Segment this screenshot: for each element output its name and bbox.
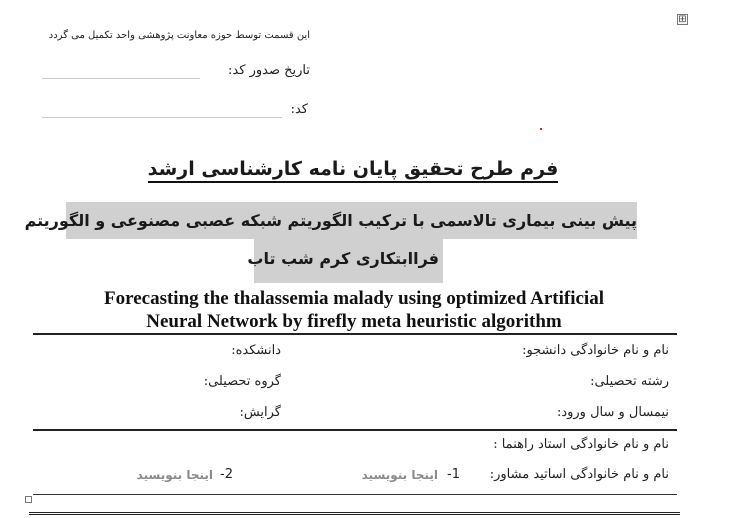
english-title-line2: Neural Network by firefly meta heuristic algorithm	[146, 311, 562, 332]
stray-mark	[540, 128, 542, 130]
admin-note: این قسمت توسط حوزه معاونت پژوهشی واحد تکمیل می گردد	[48, 30, 310, 41]
advisors-label: نام و نام خانوادگی اساتید مشاور:	[489, 467, 669, 482]
table-move-handle[interactable]: ⊞	[678, 14, 687, 25]
separator-middle	[33, 429, 677, 431]
orientation-label: گرایش:	[239, 405, 281, 420]
persian-title-line2: فراابتکاری کرم شب تاب	[254, 239, 443, 283]
advisor-1-number: 1-	[447, 467, 460, 482]
separator-top	[33, 333, 677, 335]
table-resize-handle[interactable]	[25, 496, 32, 503]
advisor-2-number: 2-	[220, 467, 233, 482]
form-title	[0, 158, 706, 180]
form-title-text: فرم طرح تحقیق پایان نامه کارشناسی ارشد	[148, 158, 559, 183]
persian-title-line1: پیش بینی بیماری تالاسمی با ترکیب الگوریتم شبکه عصبی مصنوعی و الگوریتم	[66, 202, 637, 239]
code-field[interactable]	[42, 117, 282, 118]
faculty-label: دانشکده:	[231, 343, 281, 358]
semester-label: نیمسال و سال ورود:	[556, 405, 669, 420]
advisor-2-placeholder[interactable]: اینجا بنویسید	[136, 468, 213, 482]
english-title-line1: Forecasting the thalassemia malady using optimized Artificial	[104, 288, 604, 309]
issue-date-label: تاریخ صدور کد:	[228, 63, 310, 78]
separator-bottom	[33, 494, 677, 495]
issue-date-field[interactable]	[42, 78, 200, 79]
field-of-study-label: رشته تحصیلی:	[590, 374, 669, 389]
department-label: گروه تحصیلی:	[203, 374, 281, 389]
student-name-label: نام و نام خانوادگی دانشجو:	[522, 343, 669, 358]
supervisor-label: نام و نام خانوادگی استاد راهنما :	[493, 437, 669, 452]
page-border	[29, 512, 680, 518]
code-label: کد:	[290, 102, 308, 117]
english-title	[30, 287, 678, 333]
advisor-1-placeholder[interactable]: اینجا بنویسید	[361, 468, 438, 482]
